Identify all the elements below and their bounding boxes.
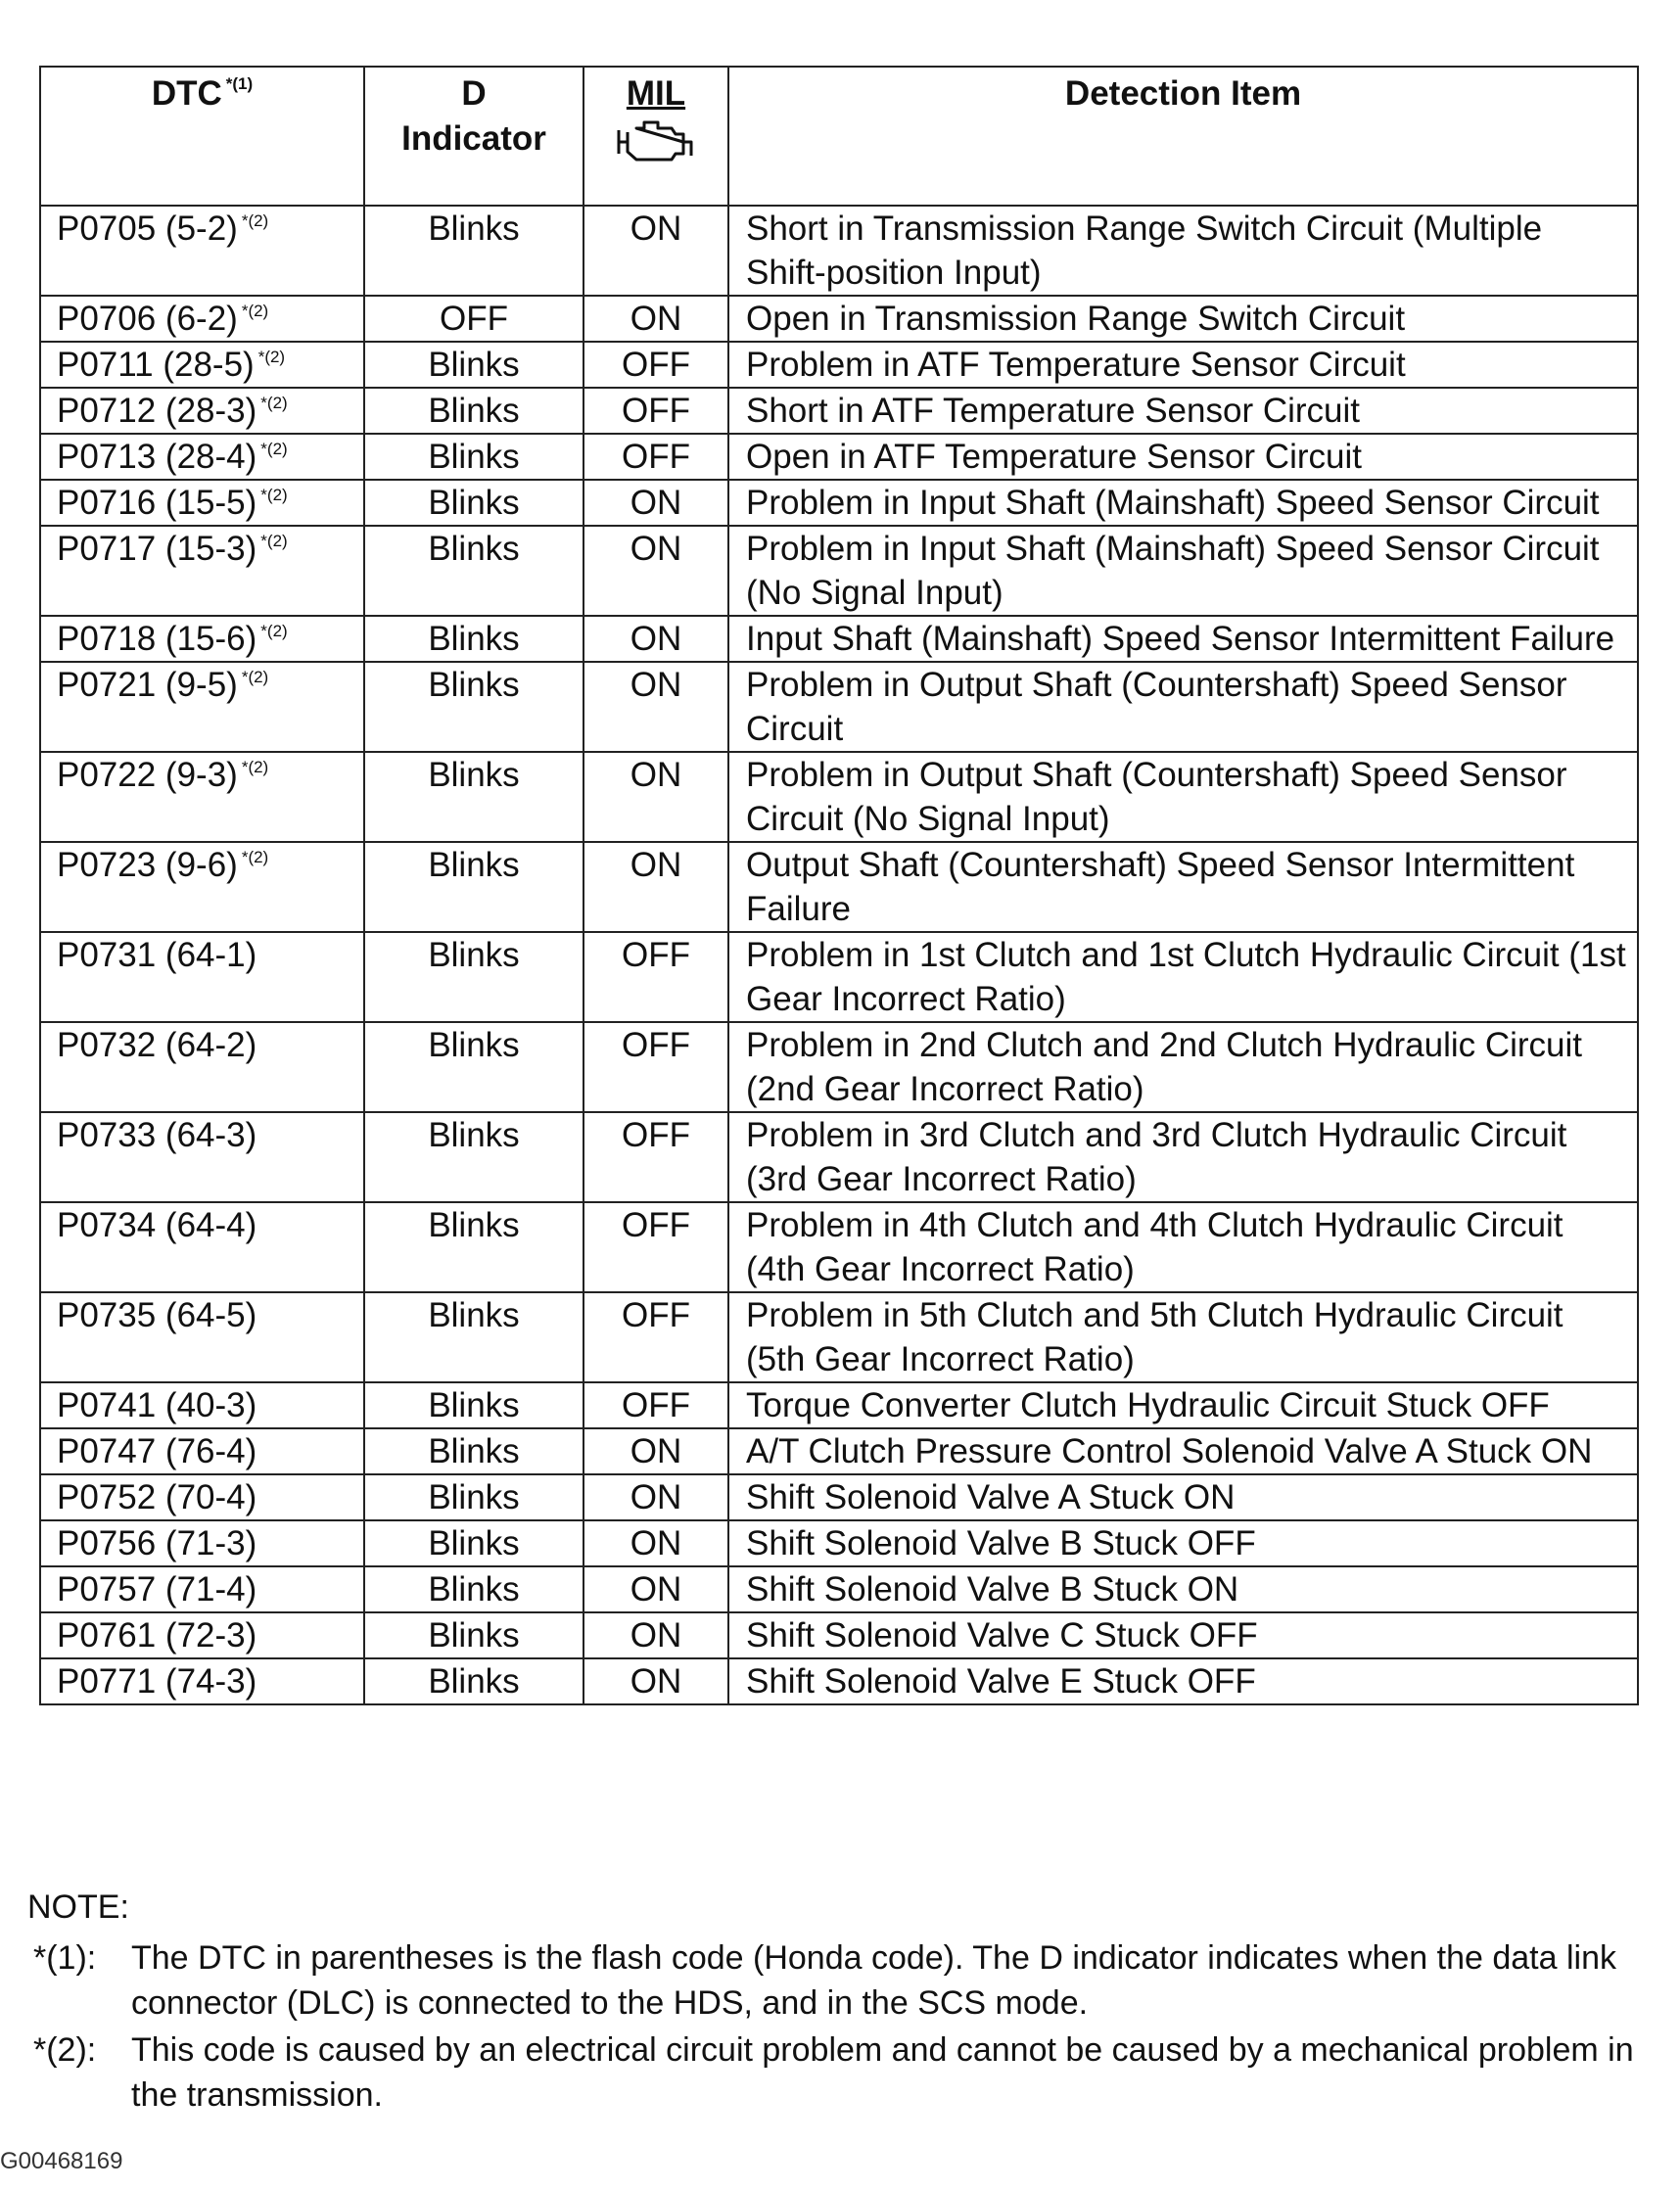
dtc-code-cell — [40, 1612, 364, 1658]
dtc-code: P0713 (28-4) — [57, 438, 257, 476]
d-indicator-cell: Blinks — [364, 842, 583, 932]
table-row — [40, 342, 1638, 388]
mil-cell: OFF — [583, 342, 728, 388]
dtc-footnote-mark: *(2) — [260, 486, 288, 504]
detection-item-cell: Shift Solenoid Valve B Stuck ON — [728, 1566, 1638, 1612]
dtc-code-cell — [40, 1428, 364, 1474]
table-row — [40, 616, 1638, 662]
table-row — [40, 1292, 1638, 1382]
dtc-code: P0705 (5-2) — [57, 210, 238, 248]
d-indicator-cell: Blinks — [364, 1520, 583, 1566]
dtc-footnote-mark: *(2) — [241, 758, 269, 776]
mil-cell: OFF — [583, 1022, 728, 1112]
dtc-footnote-mark: *(2) — [260, 440, 288, 458]
dtc-code: P0711 (28-5) — [57, 346, 255, 384]
notes-title: NOTE: — [27, 1888, 129, 1926]
note-text: This code is caused by an electrical circuit problem and cannot be caused by a mechanical problem in the transmission. — [131, 2031, 1634, 2114]
detection-item-cell: Problem in 4th Clutch and 4th Clutch Hydraulic Circuit (4th Gear Incorrect Ratio) — [728, 1202, 1638, 1292]
mil-cell: ON — [583, 480, 728, 526]
dtc-code: P0757 (71-4) — [57, 1570, 257, 1608]
dtc-footnote-mark: *(2) — [260, 394, 288, 412]
table-row — [40, 296, 1638, 342]
header-detection-item: Detection Item — [728, 67, 1638, 206]
d-indicator-cell: Blinks — [364, 526, 583, 616]
d-indicator-cell: Blinks — [364, 388, 583, 434]
table-row — [40, 662, 1638, 752]
d-indicator-cell: Blinks — [364, 1112, 583, 1202]
mil-cell: ON — [583, 206, 728, 296]
table-row — [40, 526, 1638, 616]
mil-cell: ON — [583, 296, 728, 342]
d-indicator-cell: Blinks — [364, 1202, 583, 1292]
dtc-code: P0722 (9-3) — [57, 756, 238, 794]
notes-section — [27, 1885, 1657, 2120]
dtc-code-cell — [40, 296, 364, 342]
dtc-footnote-mark: *(2) — [260, 532, 288, 550]
dtc-code-cell — [40, 752, 364, 842]
dtc-footnote-mark: *(2) — [257, 348, 286, 366]
dtc-footnote-mark: *(2) — [241, 211, 269, 230]
detection-item-cell: Problem in ATF Temperature Sensor Circuit — [728, 342, 1638, 388]
dtc-code: P0718 (15-6) — [57, 620, 257, 658]
figure-id: G00468169 — [0, 2148, 123, 2174]
note-mark: *(1): — [33, 1939, 97, 1977]
dtc-code: P0756 (71-3) — [57, 1524, 257, 1562]
d-indicator-cell: Blinks — [364, 480, 583, 526]
detection-item-cell: Problem in Output Shaft (Countershaft) Speed Sensor Circuit (No Signal Input) — [728, 752, 1638, 842]
note-text: The DTC in parentheses is the flash code (Honda code). The D indicator indicates when the data link connector (DLC) is connected to the HDS, and in the SCS mode. — [131, 1939, 1616, 2022]
table-row — [40, 434, 1638, 480]
d-indicator-cell: Blinks — [364, 616, 583, 662]
table-row — [40, 1022, 1638, 1112]
detection-item-cell: Open in ATF Temperature Sensor Circuit — [728, 434, 1638, 480]
table-row — [40, 1566, 1638, 1612]
header-d-indicator-line2: Indicator — [401, 119, 546, 158]
mil-cell: ON — [583, 616, 728, 662]
d-indicator-cell: Blinks — [364, 752, 583, 842]
d-indicator-cell: Blinks — [364, 932, 583, 1022]
header-d-indicator — [364, 67, 583, 206]
table-row — [40, 480, 1638, 526]
dtc-code: P0747 (76-4) — [57, 1432, 257, 1470]
dtc-code: P0732 (64-2) — [57, 1026, 257, 1064]
d-indicator-cell: Blinks — [364, 1292, 583, 1382]
mil-cell: OFF — [583, 932, 728, 1022]
detection-item-cell: Open in Transmission Range Switch Circuit — [728, 296, 1638, 342]
d-indicator-cell: Blinks — [364, 1612, 583, 1658]
detection-item-cell: Problem in Output Shaft (Countershaft) Speed Sensor Circuit — [728, 662, 1638, 752]
d-indicator-cell: Blinks — [364, 1566, 583, 1612]
dtc-code: P0716 (15-5) — [57, 484, 257, 522]
table-row — [40, 1612, 1638, 1658]
dtc-table — [39, 66, 1639, 1705]
header-dtc — [40, 67, 364, 206]
detection-item-cell: Output Shaft (Countershaft) Speed Sensor Intermittent Failure — [728, 842, 1638, 932]
dtc-code-cell — [40, 1658, 364, 1704]
header-dtc-label: DTC — [151, 74, 222, 113]
mil-cell: ON — [583, 662, 728, 752]
detection-item-cell: Torque Converter Clutch Hydraulic Circuit Stuck OFF — [728, 1382, 1638, 1428]
dtc-code-cell — [40, 616, 364, 662]
dtc-code-cell — [40, 342, 364, 388]
dtc-code: P0752 (70-4) — [57, 1478, 257, 1516]
dtc-code: P0771 (74-3) — [57, 1662, 257, 1701]
dtc-table-body — [40, 206, 1638, 1704]
d-indicator-cell: Blinks — [364, 1658, 583, 1704]
dtc-code: P0734 (64-4) — [57, 1206, 257, 1244]
dtc-footnote-mark: *(2) — [241, 302, 269, 320]
dtc-code-cell — [40, 1566, 364, 1612]
d-indicator-cell: Blinks — [364, 1428, 583, 1474]
table-header-row — [40, 67, 1638, 206]
d-indicator-cell: Blinks — [364, 662, 583, 752]
mil-cell: ON — [583, 752, 728, 842]
mil-cell: OFF — [583, 1292, 728, 1382]
dtc-footnote-mark: *(2) — [260, 622, 288, 640]
header-d-indicator-line1: D — [461, 74, 487, 113]
detection-item-cell: Input Shaft (Mainshaft) Speed Sensor Intermittent Failure — [728, 616, 1638, 662]
table-row — [40, 1428, 1638, 1474]
dtc-code: P0731 (64-1) — [57, 936, 257, 974]
detection-item-cell: Short in ATF Temperature Sensor Circuit — [728, 388, 1638, 434]
d-indicator-cell: Blinks — [364, 434, 583, 480]
d-indicator-cell: Blinks — [364, 1022, 583, 1112]
table-row — [40, 752, 1638, 842]
dtc-code: P0733 (64-3) — [57, 1116, 257, 1154]
detection-item-cell: Shift Solenoid Valve A Stuck ON — [728, 1474, 1638, 1520]
detection-item-cell: Problem in 3rd Clutch and 3rd Clutch Hydraulic Circuit (3rd Gear Incorrect Ratio) — [728, 1112, 1638, 1202]
table-row — [40, 932, 1638, 1022]
dtc-code: P0723 (9-6) — [57, 846, 238, 884]
table-row — [40, 1658, 1638, 1704]
detection-item-cell: Problem in 2nd Clutch and 2nd Clutch Hydraulic Circuit (2nd Gear Incorrect Ratio) — [728, 1022, 1638, 1112]
dtc-code-cell — [40, 434, 364, 480]
detection-item-cell: Problem in Input Shaft (Mainshaft) Speed Sensor Circuit (No Signal Input) — [728, 526, 1638, 616]
d-indicator-cell: Blinks — [364, 206, 583, 296]
dtc-code-cell — [40, 206, 364, 296]
mil-cell: ON — [583, 1566, 728, 1612]
table-row — [40, 1202, 1638, 1292]
table-row — [40, 842, 1638, 932]
d-indicator-cell: OFF — [364, 296, 583, 342]
mil-cell: OFF — [583, 1112, 728, 1202]
d-indicator-cell: Blinks — [364, 342, 583, 388]
mil-cell: ON — [583, 1428, 728, 1474]
dtc-code-cell — [40, 1292, 364, 1382]
table-row — [40, 388, 1638, 434]
dtc-code: P0717 (15-3) — [57, 530, 257, 568]
d-indicator-cell: Blinks — [364, 1474, 583, 1520]
detection-item-cell: Shift Solenoid Valve E Stuck OFF — [728, 1658, 1638, 1704]
mil-cell: OFF — [583, 388, 728, 434]
mil-cell: OFF — [583, 1202, 728, 1292]
table-row — [40, 1382, 1638, 1428]
detection-item-cell: Problem in Input Shaft (Mainshaft) Speed Sensor Circuit — [728, 480, 1638, 526]
header-dtc-footnote: *(1) — [225, 74, 254, 93]
dtc-code-cell — [40, 662, 364, 752]
note-item — [27, 2028, 1657, 2118]
dtc-code-cell — [40, 1474, 364, 1520]
detection-item-cell: Problem in 5th Clutch and 5th Clutch Hydraulic Circuit (5th Gear Incorrect Ratio) — [728, 1292, 1638, 1382]
table-row — [40, 1112, 1638, 1202]
dtc-code: P0721 (9-5) — [57, 666, 238, 704]
dtc-code-cell — [40, 480, 364, 526]
dtc-code-cell — [40, 1202, 364, 1292]
header-mil — [583, 67, 728, 206]
mil-cell: ON — [583, 1612, 728, 1658]
dtc-code: P0741 (40-3) — [57, 1386, 257, 1424]
dtc-code: P0712 (28-3) — [57, 392, 257, 430]
dtc-code-cell — [40, 526, 364, 616]
dtc-code-cell — [40, 932, 364, 1022]
dtc-code: P0706 (6-2) — [57, 300, 238, 338]
detection-item-cell: A/T Clutch Pressure Control Solenoid Valve A Stuck ON — [728, 1428, 1638, 1474]
table-row — [40, 1520, 1638, 1566]
mil-cell: ON — [583, 1658, 728, 1704]
mil-cell: ON — [583, 526, 728, 616]
note-item — [27, 1935, 1657, 2026]
mil-cell: OFF — [583, 434, 728, 480]
dtc-code-cell — [40, 1520, 364, 1566]
detection-item-cell: Short in Transmission Range Switch Circuit (Multiple Shift-position Input) — [728, 206, 1638, 296]
table-row — [40, 1474, 1638, 1520]
mil-cell: OFF — [583, 1382, 728, 1428]
detection-item-cell: Problem in 1st Clutch and 1st Clutch Hydraulic Circuit (1st Gear Incorrect Ratio) — [728, 932, 1638, 1022]
dtc-code: P0735 (64-5) — [57, 1296, 257, 1334]
mil-cell: ON — [583, 1474, 728, 1520]
detection-item-cell: Shift Solenoid Valve B Stuck OFF — [728, 1520, 1638, 1566]
dtc-code-cell — [40, 842, 364, 932]
dtc-code: P0761 (72-3) — [57, 1616, 257, 1655]
dtc-code-cell — [40, 1022, 364, 1112]
dtc-footnote-mark: *(2) — [241, 668, 269, 686]
dtc-footnote-mark: *(2) — [241, 848, 269, 866]
dtc-code-cell — [40, 1382, 364, 1428]
mil-cell: ON — [583, 842, 728, 932]
detection-item-cell: Shift Solenoid Valve C Stuck OFF — [728, 1612, 1638, 1658]
mil-cell: ON — [583, 1520, 728, 1566]
dtc-code-cell — [40, 1112, 364, 1202]
d-indicator-cell: Blinks — [364, 1382, 583, 1428]
engine-check-icon — [615, 117, 697, 167]
table-row — [40, 206, 1638, 296]
header-mil-label: MIL — [626, 74, 686, 113]
dtc-code-cell — [40, 388, 364, 434]
note-mark: *(2): — [33, 2031, 97, 2069]
